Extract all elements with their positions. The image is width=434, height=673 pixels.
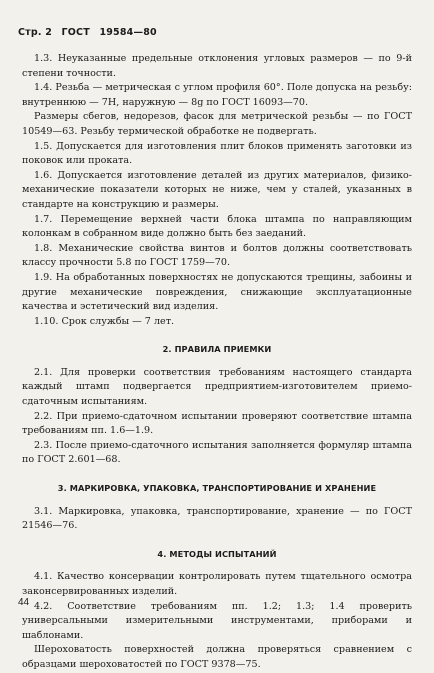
page-header: [18, 27, 163, 38]
paragraph: 1.4. Резьба — метрическая с углом профиля 60°. Поле допуска на резьбу: внутреннюю — 7H, наружную — 8g по ГОСТ 16093—70.: [22, 82, 412, 108]
paragraph: 1.10. Срок службы — 7 лет.: [34, 315, 175, 327]
paragraph: 4.2. Соответствие требованиям пп. 1.2; 1.3; 1.4 проверить универсальными измерительными инструментами, приборами и шаблонами.: [22, 600, 412, 641]
section-heading: 2. ПРАВИЛА ПРИЕМКИ: [162, 344, 272, 355]
paragraph: 1.6. Допускается изготовление деталей из других материалов, физико-механические показатели которых не ниже, чем у сталей, указанных в стандарте на конструкцию и размеры.: [22, 169, 412, 210]
page-label: Стр. 2: [18, 27, 53, 38]
paragraph: 1.9. На обработанных поверхностях не допускаются трещины, забоины и другие механические повреждения, снижающие эксплуатационные качества и эстетический вид изделия.: [22, 271, 412, 313]
section-heading: 4. МЕТОДЫ ИСПЫТАНИЙ: [157, 548, 277, 559]
standard-number: 19584—80: [99, 27, 157, 38]
standard-label: ГОСТ: [61, 27, 90, 38]
paragraph: 4.1. Качество консервации контролировать путем тщательного осмотра законсервированных изделий.: [22, 571, 412, 597]
paragraph: 2.3. После приемо-сдаточного испытания заполняется формуляр штампа по ГОСТ 2.601—68.: [22, 439, 412, 466]
paragraph: 1.5. Допускается для изготовления плит блоков применять заготовки из поковок или проката.: [22, 140, 412, 167]
paragraph: 2.1. Для проверки соответствия требованиям настоящего стандарта каждый штамп подвергается предприятием-изготовителем приемо-сдаточным испытаниям.: [22, 366, 412, 408]
section-heading: 3. МАРКИРОВКА, УПАКОВКА, ТРАНСПОРТИРОВАНИЕ И ХРАНЕНИЕ: [57, 483, 377, 494]
paragraph: 3.1. Маркировка, упаковка, транспортирование, хранение — по ГОСТ 21546—76.: [22, 505, 412, 532]
paragraph: Шероховатость поверхностей должна проверяться сравнением с образцами шероховатостей по ГОСТ 9378—75.: [22, 644, 412, 670]
paragraph: 1.7. Перемещение верхней части блока штампа по направляющим колонкам в собранном виде должно быть без заеданий.: [22, 213, 412, 240]
document-body: [22, 52, 412, 673]
paragraph: 2.2. При приемо-сдаточном испытании проверяют соответствие штампа требованиям пп. 1.6—1.9.: [22, 410, 412, 437]
page-number: 44: [18, 597, 30, 608]
paragraph: 1.3. Неуказанные предельные отклонения угловых размеров — по 9-й степени точности.: [22, 53, 412, 79]
paragraph: Размеры сбегов, недорезов, фасок для метрической резьбы — по ГОСТ 10549—63. Резьбу термической обработке не подвергать.: [22, 111, 412, 137]
paragraph: 1.8. Механические свойства винтов и болтов должны соответствовать классу прочности 5.8 по ГОСТ 1759—70.: [22, 242, 412, 269]
